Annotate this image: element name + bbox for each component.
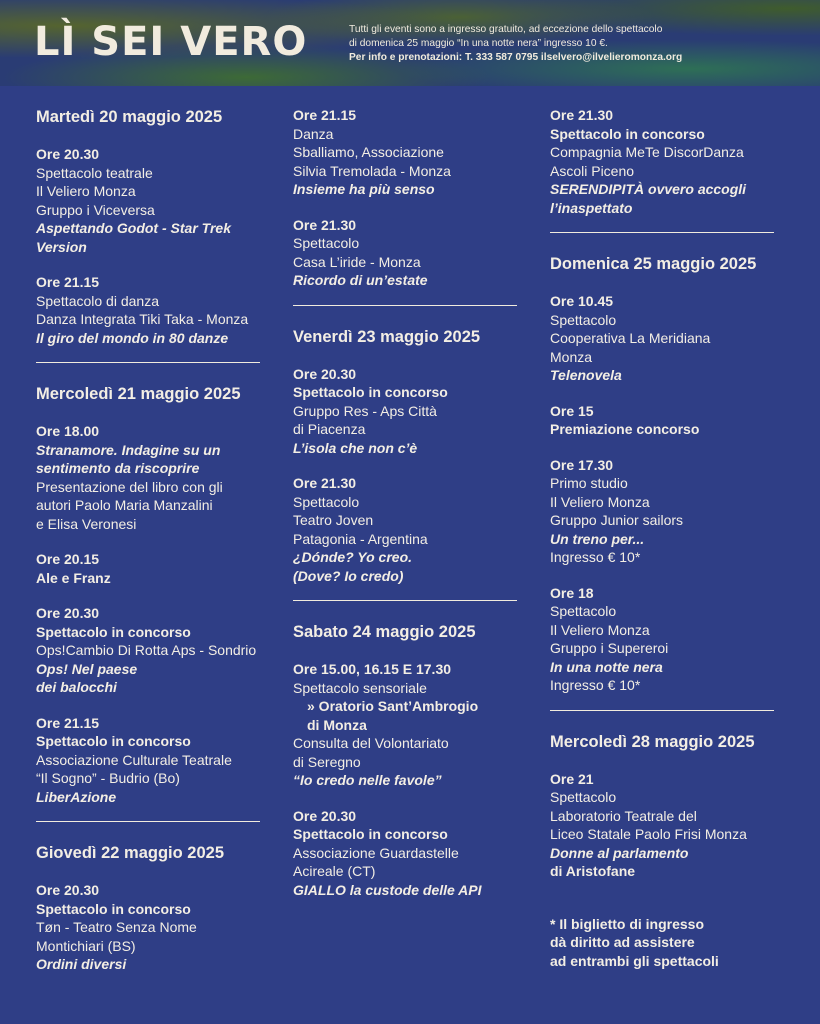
- event-entry: [36, 714, 260, 807]
- event-entry: [550, 402, 774, 439]
- event-highlight: Spettacolo in concorso: [36, 623, 191, 640]
- event-entry: [293, 365, 517, 458]
- event-detail: Ascoli Piceno: [550, 162, 635, 179]
- event-time: Ore 21.30: [550, 107, 614, 123]
- event-entry: [550, 770, 774, 881]
- section-divider: [293, 600, 517, 601]
- event-time: Ore 21.30: [293, 475, 357, 491]
- event-title: (Dove? Io credo): [293, 567, 404, 584]
- event-detail: Il Veliero Monza: [550, 621, 650, 638]
- event-highlight: Spettacolo in concorso: [293, 826, 448, 842]
- event-detail: Tøn - Teatro Senza Nome: [36, 919, 197, 935]
- event-detail: Laboratorio Teatrale del: [550, 807, 697, 824]
- event-time: Ore 21.15: [293, 107, 357, 123]
- event-detail: Teatro Joven: [293, 512, 374, 528]
- event-title: Un treno per...: [550, 530, 645, 547]
- event-detail: Silvia Tremolada - Monza: [293, 162, 451, 179]
- section-divider: [36, 821, 260, 822]
- event-title: L’isola che non c’è: [293, 439, 418, 456]
- day-heading: Domenica 25 maggio 2025: [550, 255, 757, 273]
- event-time: Ore 20.30: [36, 146, 100, 162]
- footnote-line: * Il biglietto di ingresso: [550, 915, 705, 932]
- event-entry: [36, 273, 260, 347]
- event-entry: [550, 292, 774, 385]
- event-detail: Spettacolo teatrale: [36, 164, 153, 181]
- festival-logo: LÌ SEI VERO: [34, 19, 308, 65]
- footnote-line: dà diritto ad assistere: [550, 934, 695, 950]
- event-title: Aspettando Godot - Star Trek: [36, 220, 231, 236]
- section-divider: [550, 710, 774, 711]
- event-venue: » Oratorio Sant’Ambrogio: [307, 698, 479, 714]
- event-entry: [293, 474, 517, 585]
- event-highlight: Spettacolo in concorso: [36, 900, 191, 917]
- event-detail: Danza Integrata Tiki Taka - Monza: [36, 311, 249, 327]
- schedule-column-2: [293, 106, 517, 916]
- day-heading: Mercoledì 21 maggio 2025: [36, 385, 241, 403]
- event-title: Ordini diversi: [36, 956, 127, 972]
- event-detail: Liceo Statale Paolo Frisi Monza: [550, 826, 747, 842]
- day-heading: Giovedì 22 maggio 2025: [36, 844, 224, 862]
- day-heading: Martedì 20 maggio 2025: [36, 108, 223, 126]
- event-detail: Primo studio: [550, 475, 628, 491]
- footnote-line: ad entrambi gli spettacoli: [550, 952, 719, 969]
- event-detail: Il Veliero Monza: [550, 493, 650, 510]
- event-detail: Il Veliero Monza: [36, 183, 136, 199]
- event-entry: [550, 456, 774, 567]
- event-title: l’inaspettato: [550, 199, 633, 216]
- event-detail: Spettacolo: [550, 311, 617, 328]
- event-title: Insieme ha più senso: [293, 181, 435, 197]
- event-title: Version: [36, 238, 87, 255]
- event-detail: Gruppo Junior sailors: [550, 512, 684, 528]
- event-title: GIALLO la custode delle API: [293, 881, 482, 898]
- event-venue: di Monza: [307, 716, 367, 733]
- event-detail: Compagnia MeTe DiscorDanza: [550, 144, 744, 160]
- info-line: Tutti gli eventi sono a ingresso gratuito, ad eccezione dello spettacolo: [349, 24, 663, 35]
- event-entry: [36, 881, 260, 974]
- event-detail: Monza: [550, 348, 593, 365]
- contact-info: Per info e prenotazioni: T. 333 587 0795 ilselvero@ilvelieromonza.org: [349, 52, 683, 63]
- event-entry: [550, 584, 774, 695]
- event-highlight: Spettacolo in concorso: [550, 125, 705, 142]
- event-entry: [36, 604, 260, 697]
- event-detail: Spettacolo di danza: [36, 292, 159, 309]
- info-line: di domenica 25 maggio “In una notte nera” ingresso 10 €.: [349, 38, 608, 49]
- section-divider: [293, 305, 517, 306]
- event-entry: [36, 145, 260, 256]
- event-title: Stranamore. Indagine su un: [36, 441, 221, 458]
- event-time: Ore 20.30: [293, 365, 357, 382]
- event-detail: Gruppo Res - Aps Città: [293, 402, 437, 419]
- event-highlight: Spettacolo in concorso: [293, 384, 448, 400]
- event-detail: Spettacolo: [550, 789, 617, 805]
- event-entry: [293, 106, 517, 199]
- event-time: Ore 18.00: [36, 423, 100, 439]
- event-detail: e Elisa Veronesi: [36, 515, 137, 532]
- event-highlight: di Aristofane: [550, 863, 636, 879]
- event-detail: Acireale (CT): [293, 863, 376, 879]
- event-time: Ore 15.00, 16.15 E 17.30: [293, 661, 452, 677]
- event-time: Ore 18: [550, 584, 594, 601]
- event-time: Ore 17.30: [550, 456, 614, 473]
- event-title: Donne al parlamento: [550, 844, 689, 861]
- section-divider: [36, 362, 260, 363]
- event-detail: Ops!Cambio Di Rotta Aps - Sondrio: [36, 642, 257, 658]
- event-time: Ore 20.30: [293, 807, 357, 824]
- event-title: Il giro del mondo in 80 danze: [36, 329, 229, 346]
- event-detail: Gruppo i Supereroi: [550, 640, 669, 656]
- header-info: [349, 23, 809, 65]
- event-time: Ore 10.45: [550, 293, 614, 309]
- section-divider: [550, 232, 774, 233]
- event-entry: [293, 660, 517, 790]
- event-entry: [293, 807, 517, 900]
- event-entry: [550, 106, 774, 217]
- event-time: Ore 15: [550, 402, 594, 419]
- event-title: ¿Dónde? Yo creo.: [293, 549, 413, 565]
- event-detail: Patagonia - Argentina: [293, 530, 428, 547]
- day-heading: Venerdì 23 maggio 2025: [293, 327, 481, 346]
- event-entry: [293, 216, 517, 290]
- event-time: Ore 21.30: [293, 216, 357, 233]
- event-detail: Sballiamo, Associazione: [293, 144, 444, 160]
- event-time: Ore 20.30: [36, 882, 100, 898]
- event-detail: Presentazione del libro con gli: [36, 478, 223, 495]
- event-entry: [36, 550, 260, 587]
- event-detail: Danza: [293, 125, 334, 142]
- event-detail: Spettacolo: [550, 603, 617, 619]
- event-detail: Associazione Guardastelle: [293, 844, 459, 861]
- event-title: Ricordo di un’estate: [293, 272, 428, 288]
- event-detail: Spettacolo: [293, 493, 360, 510]
- event-detail: “Il Sogno” - Budrio (Bo): [36, 770, 180, 786]
- event-detail: Casa L’iride - Monza: [293, 253, 421, 270]
- event-title: dei balocchi: [36, 679, 117, 695]
- event-time: Ore 21.15: [36, 714, 100, 731]
- event-highlight: Ale e Franz: [36, 569, 111, 586]
- event-title: Telenovela: [550, 367, 622, 383]
- event-detail: Associazione Culturale Teatrale: [36, 751, 232, 768]
- event-title: In una notte nera: [550, 658, 663, 675]
- header-banner: [0, 0, 820, 86]
- event-title: SERENDIPITÀ ovvero accogli: [550, 181, 747, 197]
- event-detail: Montichiari (BS): [36, 937, 136, 954]
- event-title: LiberAzione: [36, 788, 117, 805]
- event-time: Ore 21.15: [36, 274, 100, 290]
- event-time: Ore 21: [550, 770, 594, 787]
- event-detail: Cooperativa La Meridiana: [550, 330, 711, 346]
- event-detail: di Piacenza: [293, 421, 366, 437]
- schedule-column-1: [36, 106, 260, 991]
- event-detail: Consulta del Volontariato: [293, 735, 449, 751]
- event-detail: Gruppo i Viceversa: [36, 201, 155, 218]
- event-title: Ops! Nel paese: [36, 660, 138, 677]
- event-detail: di Seregno: [293, 753, 361, 770]
- schedule-column-3: [550, 106, 774, 987]
- event-entry: [36, 422, 260, 533]
- event-detail: autori Paolo Maria Manzalini: [36, 497, 213, 513]
- event-title: “Io credo nelle favole”: [293, 772, 442, 788]
- event-highlight: Spettacolo in concorso: [36, 733, 191, 749]
- event-highlight: Premiazione concorso: [550, 421, 700, 437]
- event-title: sentimento da riscoprire: [36, 460, 200, 476]
- event-detail: Ingresso € 10*: [550, 549, 641, 565]
- event-detail: Ingresso € 10*: [550, 677, 641, 693]
- event-time: Ore 20.30: [36, 605, 100, 621]
- event-detail: Spettacolo sensoriale: [293, 679, 427, 696]
- ticket-footnote: [550, 915, 774, 971]
- day-heading: Sabato 24 maggio 2025: [293, 623, 476, 641]
- day-heading: Mercoledì 28 maggio 2025: [550, 732, 755, 751]
- event-detail: Spettacolo: [293, 235, 360, 251]
- event-time: Ore 20.15: [36, 551, 100, 567]
